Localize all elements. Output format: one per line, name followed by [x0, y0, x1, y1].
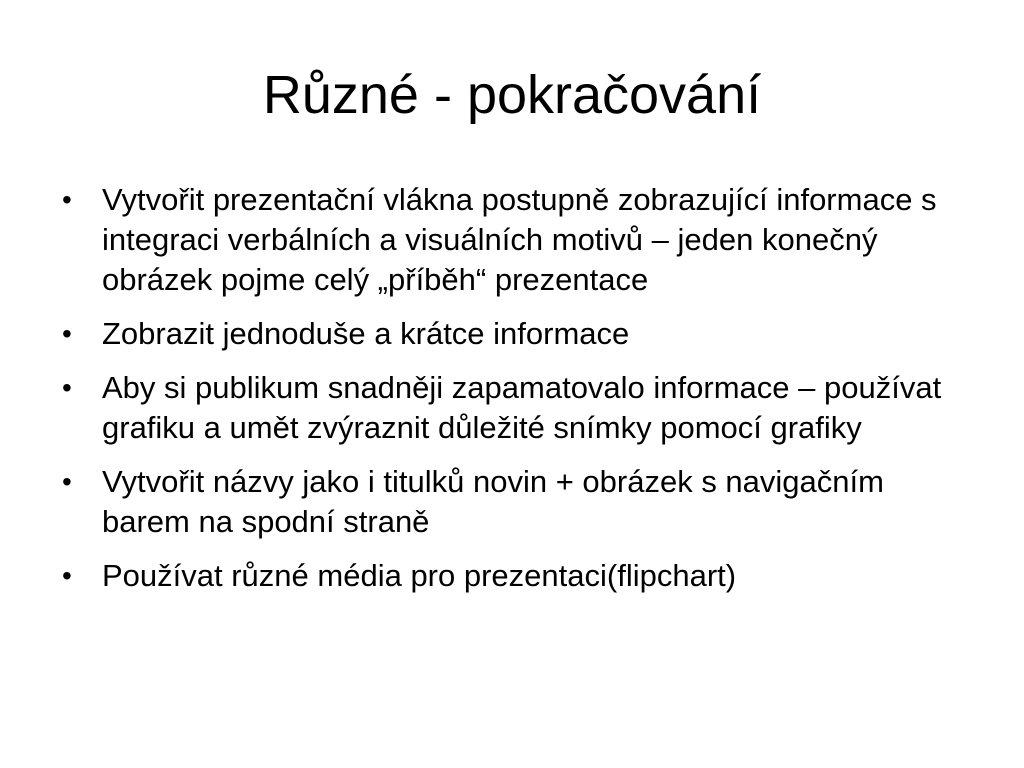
list-item: [62, 180, 962, 300]
list-item: [62, 462, 962, 542]
list-item: [62, 556, 962, 596]
bullet-icon: •: [62, 318, 72, 349]
bullet-text: Používat různé média pro prezentaci(flipchart): [102, 558, 737, 593]
bullet-text: Vytvořit prezentační vlákna postupně zobrazující informace s integraci verbálních a visuálních motivů – jeden konečný obrázek pojme celý „příběh“ prezentace: [102, 182, 937, 297]
bullet-list: [62, 180, 962, 610]
bullet-text: Zobrazit jednoduše a krátce informace: [102, 316, 630, 351]
bullet-text: Vytvořit názvy jako i titulků novin + obrázek s navigačním barem na spodní straně: [102, 464, 884, 539]
bullet-text: Aby si publikum snadněji zapamatovalo informace – používat grafiku a umět zvýraznit důležité snímky pomocí grafiky: [102, 370, 942, 445]
list-item: [62, 368, 962, 448]
bullet-icon: •: [62, 560, 72, 591]
slide-title: Různé - pokračování: [262, 65, 762, 125]
list-item: [62, 314, 962, 354]
bullet-icon: •: [62, 184, 72, 215]
bullet-icon: •: [62, 466, 72, 497]
bullet-icon: •: [62, 372, 72, 403]
